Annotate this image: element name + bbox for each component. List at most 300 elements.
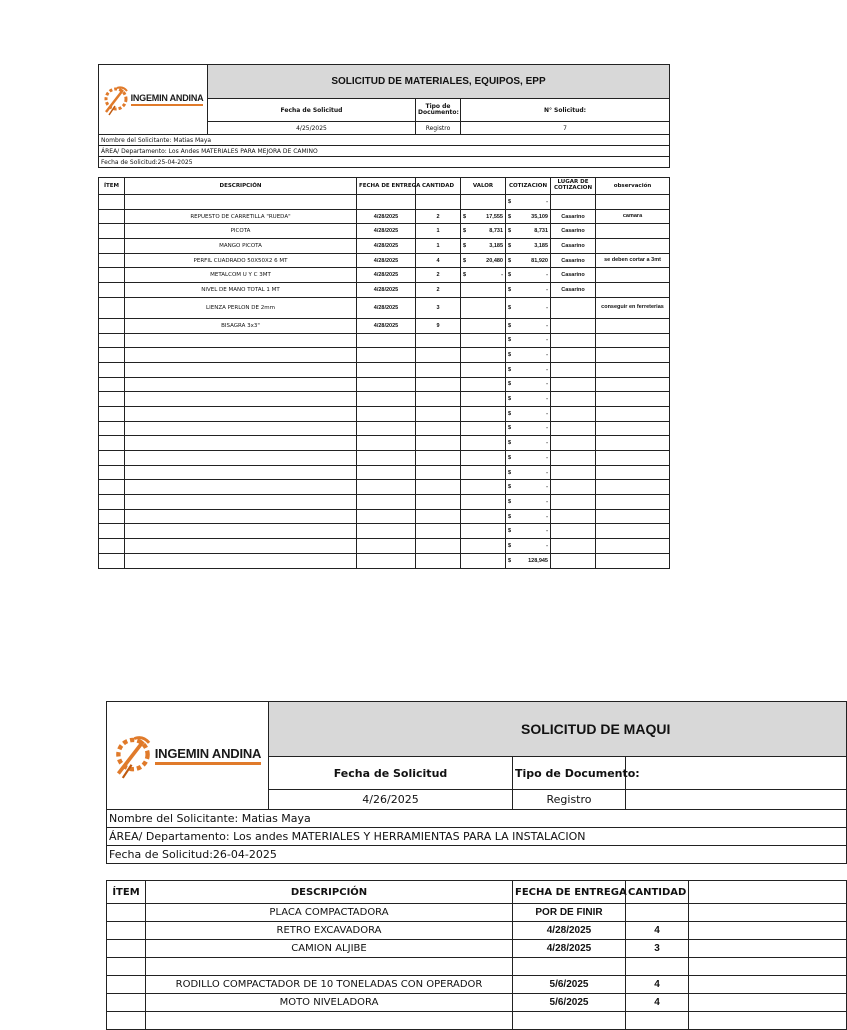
- fecha-solicitud: Fecha de Solicitud:25-04-2025: [99, 157, 670, 168]
- cot-amount: -: [546, 337, 548, 344]
- cot-currency: $: [508, 440, 512, 447]
- table-row: [99, 524, 670, 539]
- cell-valor: [461, 509, 506, 524]
- cell-cotizacion: [506, 268, 551, 283]
- header-lugar: LUGAR DE COTIZACION: [551, 178, 596, 195]
- cell-item: [99, 297, 125, 318]
- cell-extra: [689, 922, 847, 940]
- cell-lugar: [551, 451, 596, 466]
- cell-valor: [461, 465, 506, 480]
- cell-item: [107, 994, 146, 1012]
- cell-cotizacion: [506, 239, 551, 254]
- cell-lugar: [551, 539, 596, 554]
- cell-item: [99, 209, 125, 224]
- cell-lugar: Casarino: [551, 224, 596, 239]
- cell-observacion: [596, 318, 670, 333]
- cot-amount: -: [546, 286, 548, 293]
- total-currency: $: [508, 557, 512, 564]
- cell-fecha: [357, 451, 416, 466]
- cell-fecha: [357, 362, 416, 377]
- cell-cotizacion: [506, 348, 551, 363]
- cot-currency: $: [508, 396, 512, 403]
- cell-cantidad: [416, 539, 461, 554]
- table-row: [99, 318, 670, 333]
- cell-fecha: [357, 480, 416, 495]
- cell-observacion: [596, 465, 670, 480]
- header-observacion: observación: [596, 178, 670, 195]
- fecha-value: 4/25/2025: [208, 122, 416, 135]
- cell-fecha: 4/28/2025: [357, 239, 416, 254]
- cell-valor: [461, 392, 506, 407]
- header-fecha-entrega: FECHA DE ENTREGA: [357, 178, 416, 195]
- cell-fecha: [357, 524, 416, 539]
- cot-currency: $: [508, 228, 512, 235]
- cell-valor: [461, 436, 506, 451]
- cot-amount: -: [546, 542, 548, 549]
- cell-lugar: Casarino: [551, 283, 596, 298]
- cot-amount: -: [546, 198, 548, 205]
- cell-fecha: 4/28/2025: [513, 922, 626, 940]
- cell-lugar: [551, 297, 596, 318]
- cell-cantidad: 3: [416, 297, 461, 318]
- cell-fecha: 4/28/2025: [357, 209, 416, 224]
- cell-cotizacion: [506, 253, 551, 268]
- materials-request-form: [98, 64, 670, 569]
- cot-currency: $: [508, 425, 512, 432]
- cell-lugar: [551, 392, 596, 407]
- cell-observacion: [596, 524, 670, 539]
- cell-fecha: [357, 495, 416, 510]
- solicitante: Nombre del Solicitante: Matias Maya: [99, 135, 670, 146]
- header-valor: VALOR: [461, 178, 506, 195]
- cell-cantidad: 4: [416, 253, 461, 268]
- table-row: [107, 976, 847, 994]
- cell-cotizacion: [506, 195, 551, 210]
- cell-descripcion: LIENZA PERLON DE 2mm: [125, 297, 357, 318]
- cell-item: [107, 904, 146, 922]
- header-cotizacion: COTIZACION: [506, 178, 551, 195]
- cell-lugar: [551, 406, 596, 421]
- cell-extra: [689, 994, 847, 1012]
- cot-amount: -: [546, 469, 548, 476]
- cell-valor: [461, 362, 506, 377]
- cell-item: [99, 283, 125, 298]
- cell-cotizacion: [506, 392, 551, 407]
- cell-item: [99, 480, 125, 495]
- table-row: [99, 465, 670, 480]
- cot-currency: $: [508, 528, 512, 535]
- cot-currency: $: [508, 272, 512, 279]
- fecha-label-2: Fecha de Solicitud: [269, 757, 513, 790]
- cell-lugar: [551, 421, 596, 436]
- cell-fecha: 5/6/2025: [513, 976, 626, 994]
- cell-descripcion: RODILLO COMPACTADOR DE 10 TONELADAS CON OPERADOR: [146, 976, 513, 994]
- valor-amount: 17,555: [486, 213, 503, 220]
- cell-extra: [689, 958, 847, 976]
- table-row: [99, 539, 670, 554]
- cot-currency: $: [508, 337, 512, 344]
- gear-pickaxe-logo-icon-2: [114, 728, 152, 784]
- machinery-request-form-viewport: [106, 701, 688, 1024]
- cell-valor: [461, 195, 506, 210]
- cell-item: [99, 465, 125, 480]
- cell-valor: [461, 268, 506, 283]
- cell-cantidad: [416, 524, 461, 539]
- cell-descripcion: [125, 421, 357, 436]
- cell-lugar: [551, 377, 596, 392]
- cell-cantidad: 1: [416, 224, 461, 239]
- table-row: [99, 224, 670, 239]
- header-cantidad: CANTIDAD: [416, 178, 461, 195]
- cell-cantidad: [416, 421, 461, 436]
- cell-cantidad: 2: [416, 209, 461, 224]
- form-title: SOLICITUD DE MATERIALES, EQUIPOS, EPP: [208, 65, 670, 99]
- cell-valor: [461, 406, 506, 421]
- cot-amount: -: [546, 352, 548, 359]
- cell-lugar: [551, 465, 596, 480]
- cell-cantidad: [416, 392, 461, 407]
- cell-cotizacion: [506, 451, 551, 466]
- cell-fecha: [357, 539, 416, 554]
- cell-observacion: [596, 539, 670, 554]
- cell-item: [107, 940, 146, 958]
- cell-cantidad: [416, 406, 461, 421]
- cell-fecha: 4/28/2025: [357, 318, 416, 333]
- cot-amount: -: [546, 366, 548, 373]
- cell-lugar: [551, 495, 596, 510]
- cell-cantidad: 1: [416, 239, 461, 254]
- cell-cotizacion: [506, 333, 551, 348]
- cell-descripcion: [125, 436, 357, 451]
- table-row: [99, 333, 670, 348]
- logo-text: INGEMIN ANDINA: [130, 93, 204, 103]
- cell-fecha: [357, 465, 416, 480]
- cell-descripcion: MOTO NIVELADORA: [146, 994, 513, 1012]
- cell-descripcion: [125, 333, 357, 348]
- table-row: [107, 994, 847, 1012]
- cell-fecha: 4/28/2025: [357, 297, 416, 318]
- logo-text-2: INGEMIN ANDINA: [154, 746, 262, 761]
- cell-observacion: [596, 283, 670, 298]
- cell-descripcion: BISAGRA 3x3": [125, 318, 357, 333]
- cell-cantidad: [626, 904, 689, 922]
- cell-fecha: [357, 195, 416, 210]
- cell-valor: [461, 297, 506, 318]
- table-row: [99, 195, 670, 210]
- cell-descripcion: [125, 539, 357, 554]
- cell-descripcion: [146, 1012, 513, 1030]
- table-row: [99, 495, 670, 510]
- cell-lugar: [551, 195, 596, 210]
- cell-cotizacion: [506, 495, 551, 510]
- cell-cantidad: 4: [626, 922, 689, 940]
- cell-cotizacion: [506, 524, 551, 539]
- cell-valor: [461, 224, 506, 239]
- cell-valor: [461, 451, 506, 466]
- cot-currency: $: [508, 366, 512, 373]
- cell-descripcion: METALCOM U Y C 3MT: [125, 268, 357, 283]
- cell-descripcion: [125, 195, 357, 210]
- cot-currency: $: [508, 304, 512, 311]
- cot-amount: -: [546, 454, 548, 461]
- cell-item: [99, 318, 125, 333]
- cell-cantidad: [416, 362, 461, 377]
- valor-amount: 8,731: [489, 228, 503, 235]
- cell-valor: [461, 283, 506, 298]
- cell-item: [107, 976, 146, 994]
- cell-descripcion: [125, 465, 357, 480]
- cot-amount: -: [546, 498, 548, 505]
- cell-cantidad: 9: [416, 318, 461, 333]
- valor-currency: $: [463, 272, 467, 279]
- cell-cantidad: [416, 195, 461, 210]
- cell-item: [99, 421, 125, 436]
- cot-amount: -: [546, 513, 548, 520]
- cell-observacion: [596, 195, 670, 210]
- cell-observacion: [596, 406, 670, 421]
- cell-fecha: 5/6/2025: [513, 994, 626, 1012]
- cot-currency: $: [508, 542, 512, 549]
- cell-observacion: [596, 333, 670, 348]
- table-row: [99, 268, 670, 283]
- cell-descripcion: [125, 406, 357, 421]
- cell-observacion: [596, 348, 670, 363]
- cot-currency: $: [508, 454, 512, 461]
- cell-descripcion: [125, 392, 357, 407]
- cell-fecha: [513, 1012, 626, 1030]
- table-row: [99, 297, 670, 318]
- cell-observacion: [596, 421, 670, 436]
- cell-item: [99, 253, 125, 268]
- cell-descripcion: MANGO PICOTA: [125, 239, 357, 254]
- cell-cotizacion: [506, 318, 551, 333]
- cell-descripcion: PLACA COMPACTADORA: [146, 904, 513, 922]
- cot-currency: $: [508, 198, 512, 205]
- cell-descripcion: [125, 377, 357, 392]
- cell-item: [99, 509, 125, 524]
- table-row: [99, 283, 670, 298]
- cell-cantidad: [626, 1012, 689, 1030]
- valor-amount: -: [501, 272, 503, 279]
- cot-amount: -: [546, 425, 548, 432]
- cell-observacion: [596, 392, 670, 407]
- table-row: [107, 904, 847, 922]
- cell-fecha: 4/28/2025: [357, 253, 416, 268]
- cell-fecha: [357, 421, 416, 436]
- cell-valor: [461, 318, 506, 333]
- cell-fecha: [357, 509, 416, 524]
- cell-cantidad: [416, 480, 461, 495]
- cell-item: [99, 268, 125, 283]
- cell-cantidad: 3: [626, 940, 689, 958]
- table-row: [99, 377, 670, 392]
- cot-amount: 3,185: [534, 242, 548, 249]
- solicitante-2: Nombre del Solicitante: Matias Maya: [107, 810, 847, 828]
- company-logo: [99, 65, 208, 135]
- numero-label: N° Solicitud:: [461, 99, 670, 122]
- cell-item: [107, 922, 146, 940]
- cell-descripcion: NIVEL DE MANO TOTAL 1 MT: [125, 283, 357, 298]
- cot-amount: -: [546, 528, 548, 535]
- cell-fecha: POR DE FINIR: [513, 904, 626, 922]
- table-row: [99, 362, 670, 377]
- cell-observacion: [596, 362, 670, 377]
- cell-cantidad: [416, 495, 461, 510]
- cot-currency: $: [508, 498, 512, 505]
- cell-item: [107, 958, 146, 976]
- cell-cotizacion: [506, 406, 551, 421]
- cell-cotizacion: [506, 465, 551, 480]
- valor-currency: $: [463, 213, 467, 220]
- cell-fecha: 4/28/2025: [357, 268, 416, 283]
- cot-currency: $: [508, 469, 512, 476]
- table-row: [99, 406, 670, 421]
- table-row: [107, 958, 847, 976]
- cot-currency: $: [508, 513, 512, 520]
- fecha-solicitud-2: Fecha de Solicitud:26-04-2025: [107, 846, 847, 864]
- cell-cotizacion: [506, 362, 551, 377]
- cell-descripcion: RETRO EXCAVADORA: [146, 922, 513, 940]
- table-row: [99, 209, 670, 224]
- cell-item: [99, 239, 125, 254]
- cell-descripcion: [125, 451, 357, 466]
- cell-cantidad: 2: [416, 268, 461, 283]
- cell-cantidad: 2: [416, 283, 461, 298]
- cell-valor: [461, 421, 506, 436]
- cot-amount: -: [546, 440, 548, 447]
- cot-amount: -: [546, 381, 548, 388]
- cell-cantidad: [416, 377, 461, 392]
- cell-item: [99, 195, 125, 210]
- cell-observacion: [596, 436, 670, 451]
- cell-item: [99, 495, 125, 510]
- cell-extra: [689, 904, 847, 922]
- cell-item: [99, 539, 125, 554]
- cell-cotizacion: [506, 377, 551, 392]
- header-descripcion: DESCRIPCIÓN: [125, 178, 357, 195]
- valor-currency: $: [463, 228, 467, 235]
- cell-valor: [461, 377, 506, 392]
- cell-fecha: [357, 436, 416, 451]
- table-row: [99, 253, 670, 268]
- table-header: [99, 178, 670, 195]
- valor-amount: 3,185: [489, 242, 503, 249]
- cot-currency: $: [508, 213, 512, 220]
- cell-descripcion: [125, 480, 357, 495]
- cot-currency: $: [508, 322, 512, 329]
- valor-currency: $: [463, 257, 467, 264]
- cell-descripcion: [146, 958, 513, 976]
- cell-cantidad: 4: [626, 976, 689, 994]
- cell-observacion: camara: [596, 209, 670, 224]
- fecha-value-2: 4/26/2025: [269, 790, 513, 810]
- cell-valor: [461, 348, 506, 363]
- cell-cantidad: [416, 348, 461, 363]
- cell-cantidad: [416, 436, 461, 451]
- cell-item: [99, 333, 125, 348]
- cell-fecha: 4/28/2025: [357, 283, 416, 298]
- cell-descripcion: [125, 495, 357, 510]
- cell-lugar: [551, 362, 596, 377]
- cell-descripcion: [125, 362, 357, 377]
- cell-cotizacion: [506, 283, 551, 298]
- cell-observacion: [596, 268, 670, 283]
- cell-lugar: Casarino: [551, 268, 596, 283]
- tipo-label: Tipo de Documento:: [416, 99, 461, 122]
- cell-lugar: Casarino: [551, 239, 596, 254]
- cell-item: [107, 1012, 146, 1030]
- cot-amount: -: [546, 396, 548, 403]
- cell-item: [99, 451, 125, 466]
- cell-fecha: 4/28/2025: [513, 940, 626, 958]
- table-row: [99, 239, 670, 254]
- cell-extra: [689, 1012, 847, 1030]
- cell-lugar: [551, 318, 596, 333]
- cell-lugar: [551, 436, 596, 451]
- cell-item: [99, 392, 125, 407]
- cot-currency: $: [508, 352, 512, 359]
- cell-descripcion: [125, 509, 357, 524]
- cell-descripcion: [125, 348, 357, 363]
- header-fecha-entrega-2: FECHA DE ENTREGA: [513, 881, 626, 904]
- total-value: 128,945: [528, 557, 548, 564]
- form-title-2: SOLICITUD DE MAQUI: [269, 702, 847, 757]
- tipo-value: Registro: [416, 122, 461, 135]
- cell-descripcion: PERFIL CUADRADO 50X50X2 6 MT: [125, 253, 357, 268]
- cell-observacion: [596, 377, 670, 392]
- cell-lugar: [551, 509, 596, 524]
- total-row: [99, 553, 670, 568]
- table-row: [99, 451, 670, 466]
- area-2: ÁREA/ Departamento: Los andes MATERIALES Y HERRAMIENTAS PARA LA INSTALACION: [107, 828, 847, 846]
- cell-valor: [461, 480, 506, 495]
- cell-observacion: [596, 239, 670, 254]
- cell-descripcion: [125, 524, 357, 539]
- table-row: [99, 436, 670, 451]
- table-row: [107, 922, 847, 940]
- cell-item: [99, 377, 125, 392]
- cell-cotizacion: [506, 209, 551, 224]
- cell-descripcion: PICOTA: [125, 224, 357, 239]
- cell-cotizacion: [506, 436, 551, 451]
- cell-extra: [689, 976, 847, 994]
- table-row: [99, 509, 670, 524]
- cell-cantidad: [416, 509, 461, 524]
- tipo-value-2: Registro: [513, 790, 626, 810]
- cell-cantidad: [416, 333, 461, 348]
- cot-currency: $: [508, 381, 512, 388]
- cell-fecha: [357, 333, 416, 348]
- cell-item: [99, 224, 125, 239]
- gear-pickaxe-logo-icon: [103, 82, 129, 118]
- cot-currency: $: [508, 410, 512, 417]
- cot-amount: -: [546, 272, 548, 279]
- cell-lugar: [551, 348, 596, 363]
- cot-amount: -: [546, 304, 548, 311]
- cell-cantidad: [416, 465, 461, 480]
- cell-cotizacion: [506, 297, 551, 318]
- machinery-request-form: [106, 701, 847, 1030]
- table-row: [99, 392, 670, 407]
- header-item-2: ÍTEM: [107, 881, 146, 904]
- header-descripcion-2: DESCRIPCIÓN: [146, 881, 513, 904]
- table-row: [99, 480, 670, 495]
- table-row: [107, 1012, 847, 1030]
- cot-currency: $: [508, 484, 512, 491]
- cell-observacion: [596, 509, 670, 524]
- cell-valor: [461, 333, 506, 348]
- cell-fecha: [357, 348, 416, 363]
